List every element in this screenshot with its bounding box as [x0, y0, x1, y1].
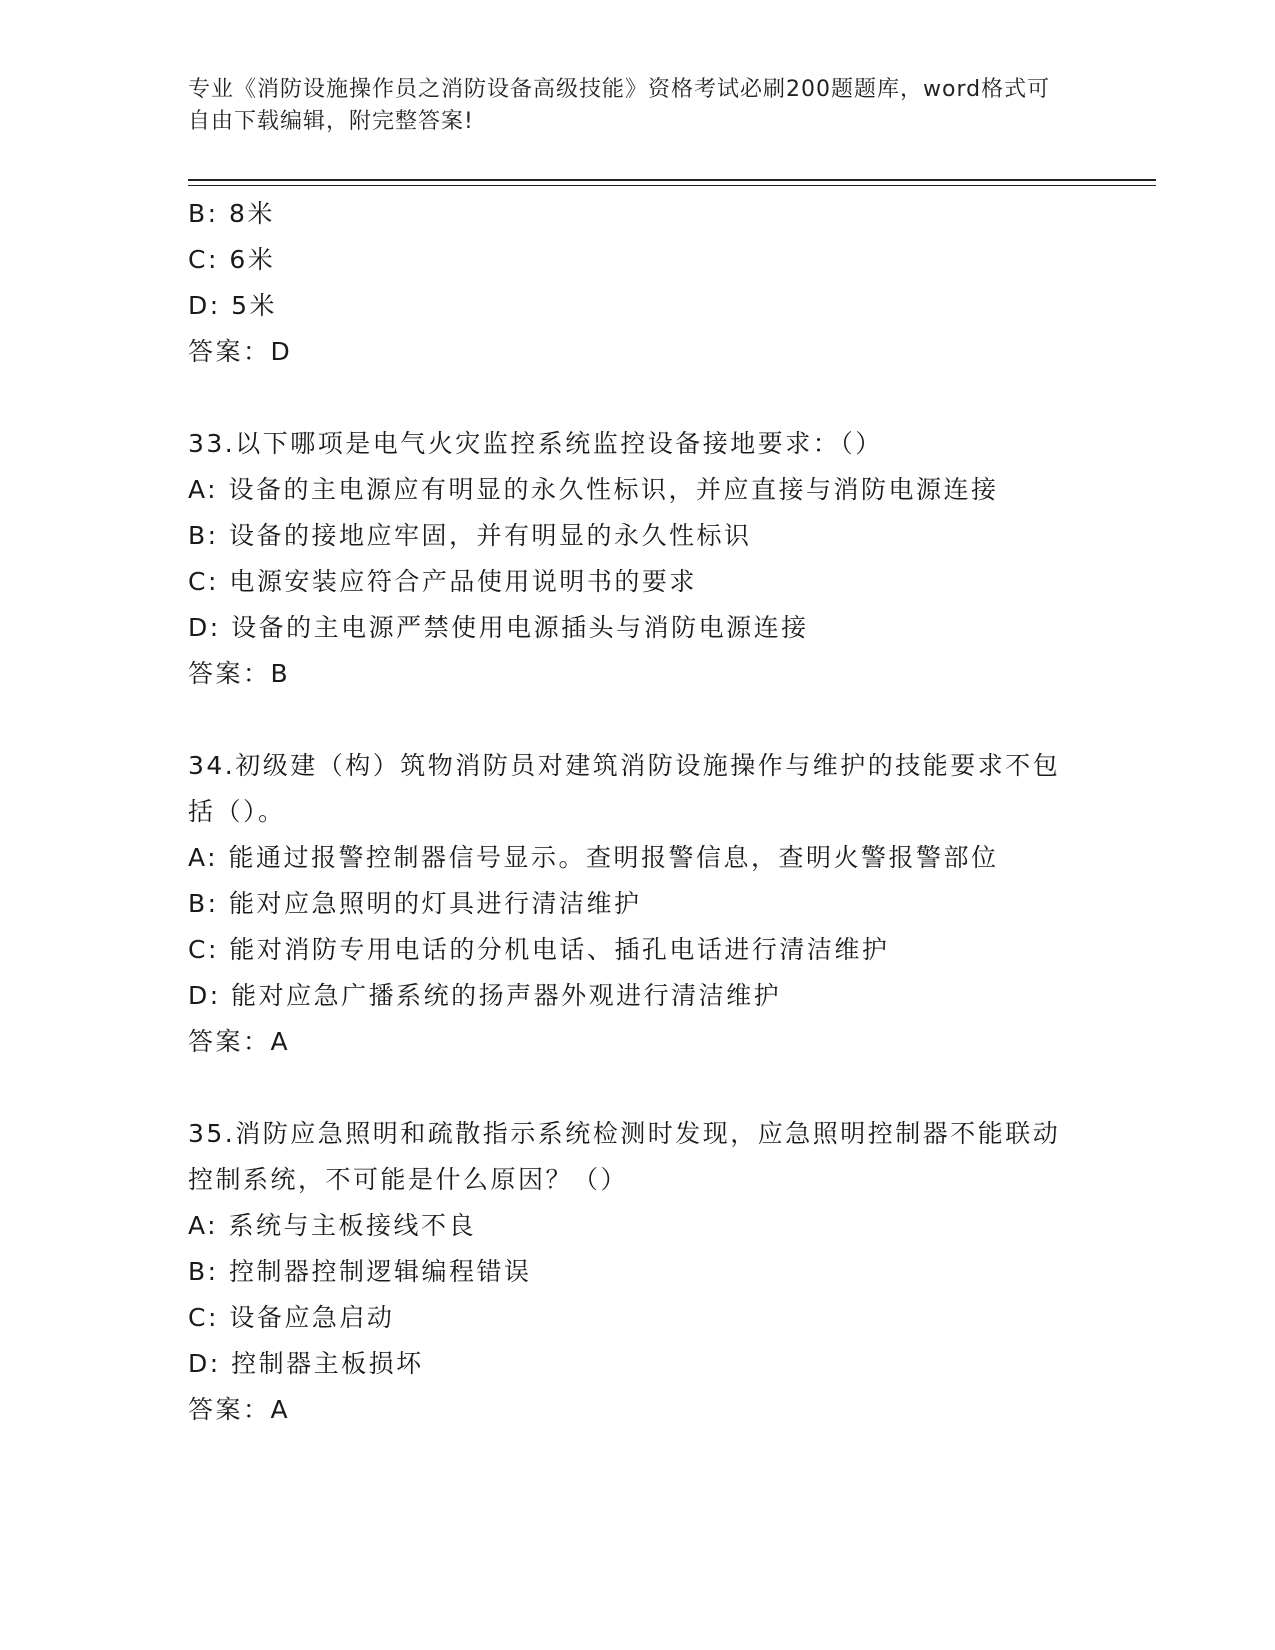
option-b: B: 设备的接地应牢固，并有明显的永久性标识 [188, 521, 752, 550]
question-33 [188, 421, 1088, 697]
option-a: A: 能通过报警控制器信号显示。查明报警信息，查明火警报警部位 [188, 843, 999, 872]
option-d: D: 控制器主板损坏 [188, 1349, 424, 1378]
page-header: 专业《消防设施操作员之消防设备高级技能》资格考试必刷200题题库，word格式可自由下载编辑，附完整答案! [188, 77, 1051, 134]
answer-line: 答案：A [188, 1027, 291, 1056]
option-c: C: 设备应急启动 [188, 1303, 395, 1332]
option-d: D: 5米 [188, 291, 278, 320]
option-c: C: 能对消防专用电话的分机电话、插孔电话进行清洁维护 [188, 935, 890, 964]
answer-line: 答案：A [188, 1395, 291, 1424]
question-stem: 35.消防应急照明和疏散指示系统检测时发现，应急照明控制器不能联动控制系统，不可能是什么原因？（） [188, 1119, 1061, 1194]
header-rule-thin [188, 185, 1156, 186]
continued-question [188, 191, 1088, 375]
answer-line: 答案：B [188, 659, 291, 688]
option-c: C: 6米 [188, 245, 276, 274]
option-a: A: 设备的主电源应有明显的永久性标识，并应直接与消防电源连接 [188, 475, 999, 504]
option-b: B: 8米 [188, 199, 275, 228]
option-a: A: 系统与主板接线不良 [188, 1211, 477, 1240]
document-body [188, 191, 1088, 1433]
spacer [188, 1065, 1088, 1111]
spacer [188, 375, 1088, 421]
question-stem: 34.初级建（构）筑物消防员对建筑消防设施操作与维护的技能要求不包括（）。 [188, 751, 1061, 826]
answer-line: 答案：D [188, 337, 293, 366]
option-b: B: 控制器控制逻辑编程错误 [188, 1257, 532, 1286]
option-d: D: 设备的主电源严禁使用电源插头与消防电源连接 [188, 613, 809, 642]
header-rule-thick [188, 179, 1156, 181]
question-34 [188, 743, 1088, 1065]
spacer [188, 697, 1088, 743]
question-35 [188, 1111, 1088, 1433]
question-stem: 33.以下哪项是电气火灾监控系统监控设备接地要求：（） [188, 429, 883, 458]
option-d: D: 能对应急广播系统的扬声器外观进行清洁维护 [188, 981, 782, 1010]
option-c: C: 电源安装应符合产品使用说明书的要求 [188, 567, 697, 596]
option-b: B: 能对应急照明的灯具进行清洁维护 [188, 889, 642, 918]
